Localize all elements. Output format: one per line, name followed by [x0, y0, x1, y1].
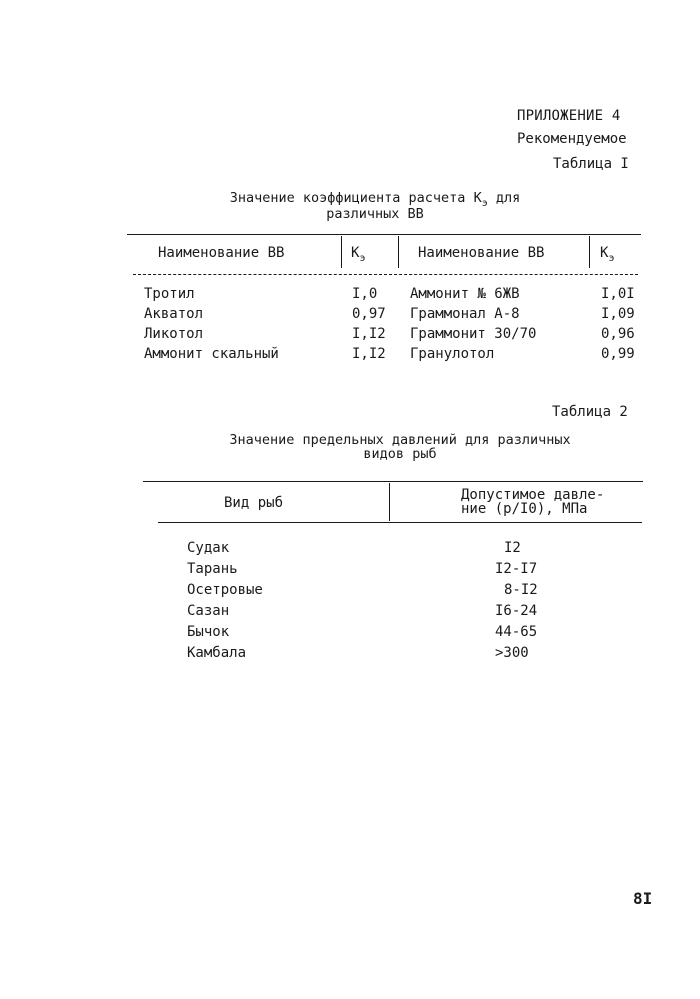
table1-row-k-left: I,I2 [352, 326, 386, 342]
table1-caption [210, 191, 540, 221]
table2-header-pressure-line2: ние (р/I0), МПа [461, 501, 588, 517]
table1-row-name-left: Ликотол [144, 326, 204, 342]
table2-row-pressure: I2 [504, 540, 521, 556]
table1-col-divider-2 [398, 236, 399, 268]
table1-row-name-left: Аммонит скальный [144, 346, 279, 362]
table2-caption-line1: Значение предельных давлений для различных [229, 432, 571, 448]
appendix-label: ПРИЛОЖЕНИЕ 4 [517, 108, 621, 124]
table2-caption [200, 433, 600, 461]
table1-header-k-left-text: К [351, 245, 360, 261]
table1-caption-line1: Значение коэффициента расчета К [229, 190, 482, 206]
table1-row-name-left: Акватол [144, 306, 204, 322]
table1-row-name-right: Гранулотол [410, 346, 495, 362]
table2-label: Таблица 2 [552, 404, 628, 420]
table1-row-k-right: 0,96 [601, 326, 635, 342]
table1-caption-line2: различных ВВ [326, 206, 424, 222]
table2-row-pressure: I6-24 [495, 603, 538, 619]
table2-col-divider [389, 483, 390, 521]
table1-row-k-left: 0,97 [352, 306, 386, 322]
table2-top-rule [143, 481, 643, 482]
table2-row-pressure: 8-I2 [504, 582, 538, 598]
table2-row-species: Сазан [187, 603, 230, 619]
table1-header-name-right: Наименование ВВ [418, 245, 545, 261]
table1-top-rule [127, 234, 641, 235]
table1-caption-line1-end: для [487, 190, 521, 206]
table2-row-pressure: >300 [495, 645, 529, 661]
table1-header-k-left [351, 245, 366, 264]
table1-row-name-right: Граммонал А-8 [410, 306, 520, 322]
table2-row-pressure: 44-65 [495, 624, 538, 640]
table1-header-k-left-sub: э [359, 253, 366, 264]
table2-row-species: Бычок [187, 624, 230, 640]
table1-label: Таблица I [553, 156, 629, 172]
table1-header-k-right [600, 245, 615, 264]
page-number: 8I [633, 889, 653, 908]
table2-header-pressure [461, 488, 604, 516]
table1-header-k-right-sub: э [608, 253, 615, 264]
table1-row-k-right: 0,99 [601, 346, 635, 362]
table2-row-species: Судак [187, 540, 230, 556]
table1-row-k-right: I,09 [601, 306, 635, 322]
table1-row-k-right: I,0I [601, 286, 635, 302]
table1-row-name-right: Граммонит 30/70 [410, 326, 537, 342]
table2-row-species: Тарань [187, 561, 238, 577]
table2-header-rule [158, 522, 642, 523]
table1-header-rule [133, 274, 638, 275]
table1-row-name-left: Тротил [144, 286, 195, 302]
table1-header-name-left: Наименование ВВ [158, 245, 285, 261]
table2-row-pressure: I2-I7 [495, 561, 538, 577]
table2-caption-line2: видов рыб [363, 446, 437, 462]
table1-row-k-left: I,0 [352, 286, 378, 302]
table1-col-divider-3 [589, 236, 590, 268]
table2-header-pressure-line1: Допустимое давле- [461, 487, 605, 503]
table1-row-name-right: Аммонит № 6ЖВ [410, 286, 520, 302]
table1-header-k-right-text: К [600, 245, 609, 261]
recommended-label: Рекомендуемое [517, 131, 627, 147]
table1-col-divider-1 [341, 236, 342, 268]
table2-row-species: Камбала [187, 645, 247, 661]
table2-row-species: Осетровые [187, 582, 263, 598]
table1-caption-subscript: э [481, 198, 488, 209]
table1-row-k-left: I,I2 [352, 346, 386, 362]
table2-header-species: Вид рыб [224, 495, 284, 511]
